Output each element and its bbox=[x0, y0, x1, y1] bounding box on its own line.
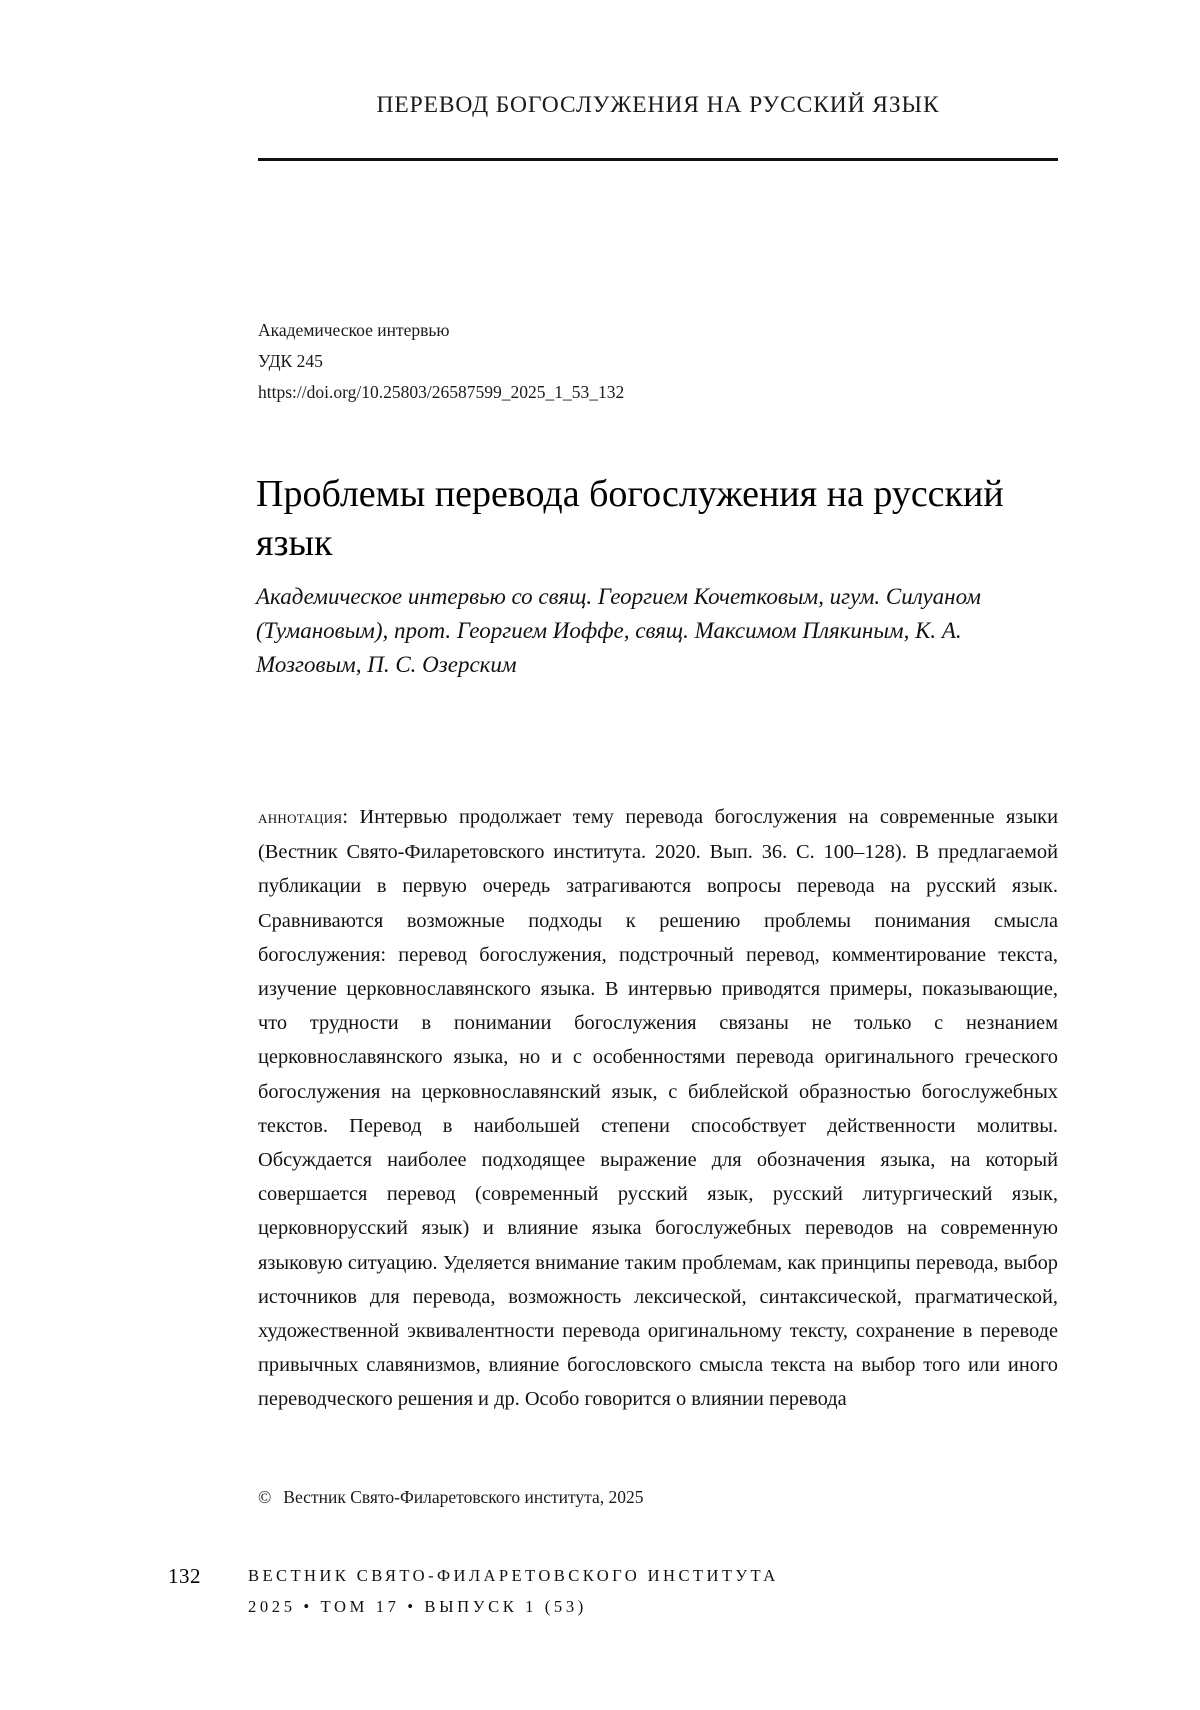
page-number: 132 bbox=[168, 1564, 201, 1588]
udc-code: УДК 245 bbox=[258, 351, 323, 371]
article-subtitle: Академическое интервью со свящ. Георгием Кочетковым, игум. Силуаном (Тумановым), прот. Георгием Иоффе, свящ. Максимом Плякиным, К. А. Мозговым, П. С. Озерским bbox=[256, 584, 981, 677]
footer-issue-info: 2025 • ТОМ 17 • ВЫПУСК 1 (53) bbox=[248, 1597, 587, 1616]
article-type: Академическое интервью bbox=[258, 320, 450, 340]
abstract-block bbox=[258, 800, 1058, 1417]
abstract-label: аннотация bbox=[258, 807, 343, 828]
copyright-line bbox=[258, 1487, 1058, 1508]
page-title: Проблемы перевода богослужения на русский язык bbox=[256, 473, 1004, 564]
header-divider bbox=[258, 158, 1058, 161]
footer-block bbox=[248, 1560, 1038, 1622]
running-head: ПЕРЕВОД БОГОСЛУЖЕНИЯ НА РУССКИЙ ЯЗЫК bbox=[376, 92, 940, 118]
footer-journal-name: ВЕСТНИК СВЯТО-ФИЛАРЕТОВСКОГО ИНСТИТУТА bbox=[248, 1566, 779, 1585]
abstract-text: : Интервью продолжает тему перевода богослужения на современные языки (Вестник Свято-Филаретовского института. 2020. Вып. 36. С. 100–128). В предлагаемой публикации в первую очередь затрагиваются вопросы перевода на русский язык. Сравниваются возможные подходы к решению проблемы понимания смысла богослужения: перевод богослужения, подстрочный перевод, комментирование текста, изучение церковнославянского языка. В интервью приводятся примеры, показывающие, что трудности в понимании богослужения связаны не только с незнанием церковнославянского языка, но и с особенностями перевода оригинального греческого богослужения на церковнославянский язык, с библейской образностью богослужебных текстов. Перевод в наибольшей степени способствует действенности молитвы. Обсуждается наиболее подходящее выражение для обозначения языка, на который совершается перевод (современный русский язык, русский литургический язык, церковнорусский язык) и влияние языка богослужебных переводов на современную языковую ситуацию. Уделяется внимание таким проблемам, как принципы перевода, выбор источников для перевода, возможность лексической, синтаксической, прагматической, художественной эквивалентности перевода оригинальному тексту, сохранение в переводе привычных славянизмов, влияние богословского смысла текста на выбор того или иного переводческого решения и др. Особо говорится о влиянии перевода bbox=[258, 806, 1058, 1411]
copyright-text: Вестник Свято-Филаретовского института, 2025 bbox=[283, 1487, 644, 1507]
article-meta bbox=[258, 315, 1018, 408]
copyright-icon: © bbox=[258, 1487, 272, 1507]
doi-link[interactable]: https://doi.org/10.25803/26587599_2025_1_53_132 bbox=[258, 382, 625, 402]
